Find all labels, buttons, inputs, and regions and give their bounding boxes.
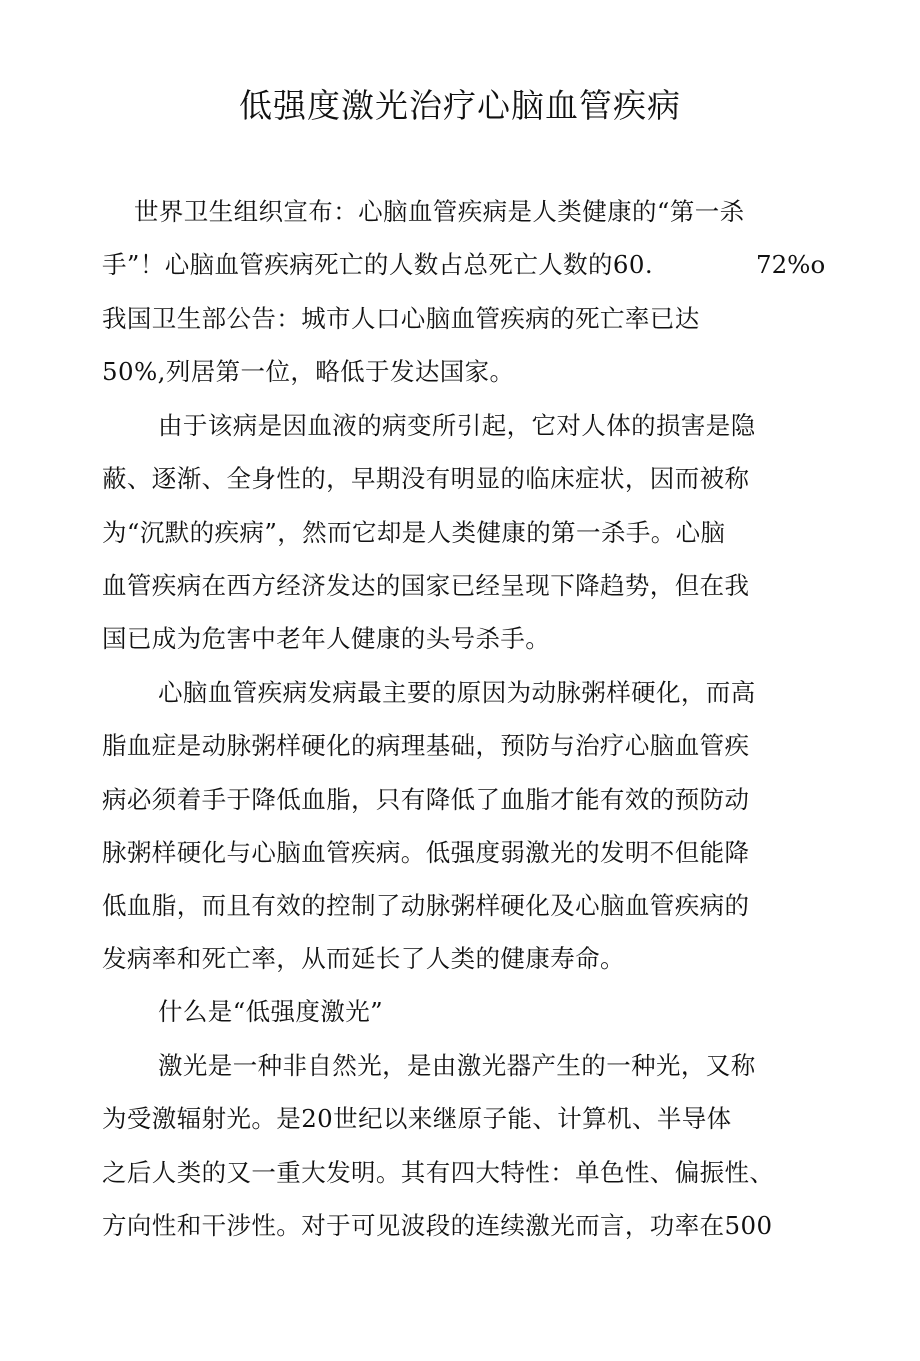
paragraph-line: 发病率和死亡率，从而延长了人类的健康寿命。 <box>102 944 625 973</box>
paragraph-line: 手”！心脑血管疾病死亡的人数占总死亡人数的60. <box>102 250 654 279</box>
paragraph-line: 蔽、逐渐、全身性的，早期没有明显的临床症状，因而被称 <box>102 464 750 493</box>
paragraph-line: 血管疾病在西方经济发达的国家已经呈现下降趋势，但在我 <box>102 571 750 600</box>
paragraph-line: 病必须着手于降低血脂，只有降低了血脂才能有效的预防动 <box>102 785 750 814</box>
paragraph-line: 心脑血管疾病发病最主要的原因为动脉粥样硬化，而高 <box>158 678 756 707</box>
paragraph-line: 脉粥样硬化与心脑血管疾病。低强度弱激光的发明不但能降 <box>102 838 750 867</box>
paragraph-line: 低血脂，而且有效的控制了动脉粥样硬化及心脑血管疾病的 <box>102 891 750 920</box>
paragraph-line: 为受激辐射光。是20世纪以来继原子能、计算机、半导体 <box>102 1104 732 1133</box>
paragraph-line: 为“沉默的疾病”，然而它却是人类健康的第一杀手。心脑 <box>102 518 726 547</box>
document-title: 低强度激光治疗心脑血管疾病 <box>239 86 681 125</box>
paragraph-line: 由于该病是因血液的病变所引起，它对人体的损害是隐 <box>158 411 756 440</box>
paragraph-line: 50%,列居第一位，略低于发达国家。 <box>102 357 515 386</box>
paragraph-line: 世界卫生组织宣布：心脑血管疾病是人类健康的“第一杀 <box>134 197 745 226</box>
paragraph-line: 方向性和干涉性。对于可见波段的连续激光而言，功率在500 <box>102 1211 773 1240</box>
paragraph-line-fragment: 72%o <box>756 250 826 279</box>
paragraph-line: 激光是一种非自然光，是由激光器产生的一种光，又称 <box>158 1051 756 1080</box>
paragraph-line: 脂血症是动脉粥样硬化的病理基础，预防与治疗心脑血管疾 <box>102 731 750 760</box>
paragraph-line: 之后人类的又一重大发明。其有四大特性：单色性、偏振性、 <box>102 1158 775 1187</box>
paragraph-line: 国已成为危害中老年人健康的头号杀手。 <box>102 624 551 653</box>
paragraph-line: 我国卫生部公告：城市人口心脑血管疾病的死亡率已达 <box>102 304 700 333</box>
section-heading: 什么是“低强度激光” <box>158 997 384 1026</box>
